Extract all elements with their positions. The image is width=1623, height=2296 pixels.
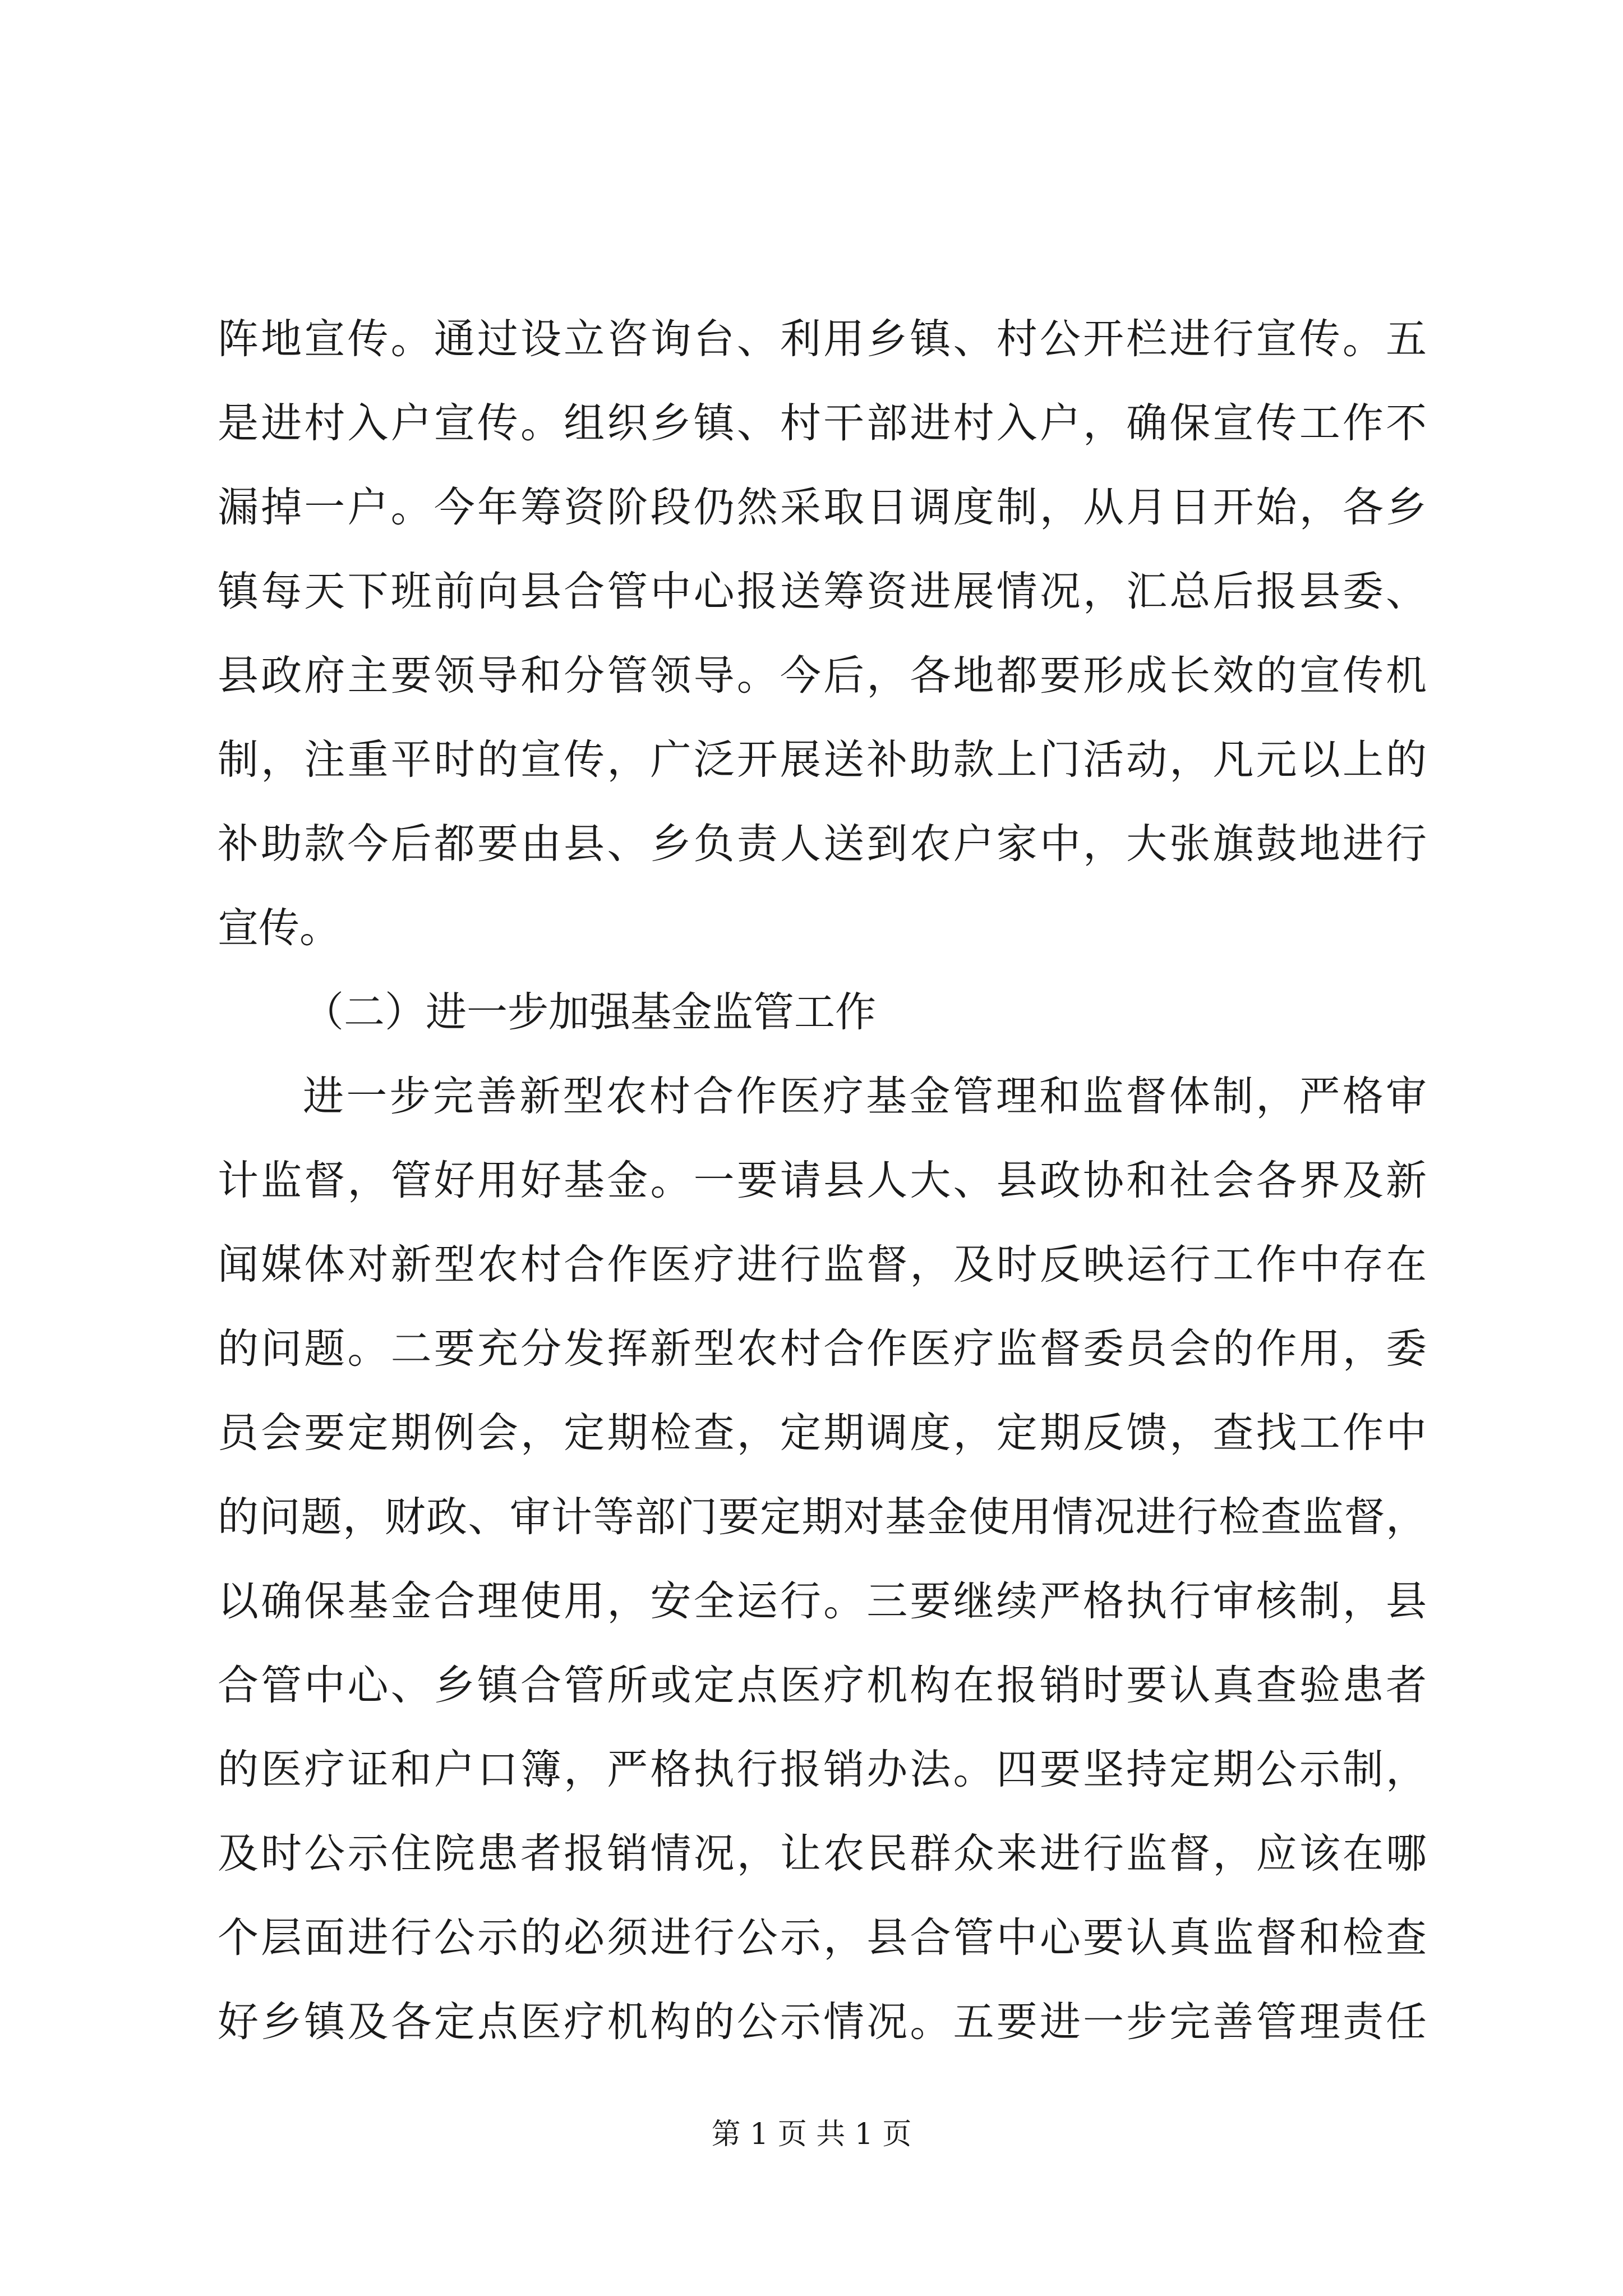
text-line: 漏掉一户。今年筹资阶段仍然采取日调度制，从月日开始，各乡 bbox=[218, 484, 1427, 531]
text-line: 以确保基金合理使用，安全运行。三要继续严格执行审核制，县 bbox=[218, 1577, 1427, 1625]
text-line: 的问题，财政、审计等部门要定期对基金使用情况进行检查监督， bbox=[218, 1493, 1427, 1541]
text-line: 阵地宣传。通过设立咨询台、利用乡镇、村公开栏进行宣传。五 bbox=[218, 315, 1427, 363]
text-line: 进一步完善新型农村合作医疗基金管理和监督体制，严格审 bbox=[303, 1073, 1427, 1120]
text-line: 是进村入户宣传。组织乡镇、村干部进村入户，确保宣传工作不 bbox=[218, 399, 1427, 447]
text-line: 合管中心、乡镇合管所或定点医疗机构在报销时要认真查验患者 bbox=[218, 1662, 1427, 1709]
text-line: 闻媒体对新型农村合作医疗进行监督，及时反映运行工作中存在 bbox=[218, 1241, 1427, 1289]
text-line: 补助款今后都要由县、乡负责人送到农户家中，大张旗鼓地进行 bbox=[218, 820, 1427, 868]
text-line: 宣传。 bbox=[218, 904, 340, 952]
text-line: 的问题。二要充分发挥新型农村合作医疗监督委员会的作用，委 bbox=[218, 1325, 1427, 1373]
section-heading: （二）进一步加强基金监管工作 bbox=[303, 988, 876, 1036]
page-footer: 第 1 页 共 1 页 bbox=[711, 2118, 912, 2151]
text-line: 的医疗证和户口簿，严格执行报销办法。四要坚持定期公示制， bbox=[218, 1746, 1427, 1793]
text-line: 计监督，管好用好基金。一要请县人大、县政协和社会各界及新 bbox=[218, 1157, 1427, 1204]
text-line: 个层面进行公示的必须进行公示，县合管中心要认真监督和检查 bbox=[218, 1914, 1427, 1962]
text-line: 员会要定期例会，定期检查，定期调度，定期反馈，查找工作中 bbox=[218, 1409, 1427, 1457]
text-line: 制，注重平时的宣传，广泛开展送补助款上门活动，凡元以上的 bbox=[218, 736, 1427, 784]
text-line: 县政府主要领导和分管领导。今后，各地都要形成长效的宣传机 bbox=[218, 652, 1427, 700]
text-line: 镇每天下班前向县合管中心报送筹资进展情况，汇总后报县委、 bbox=[218, 568, 1427, 615]
text-line: 好乡镇及各定点医疗机构的公示情况。五要进一步完善管理责任 bbox=[218, 1998, 1427, 2046]
text-line: 及时公示住院患者报销情况，让农民群众来进行监督，应该在哪 bbox=[218, 1830, 1427, 1878]
